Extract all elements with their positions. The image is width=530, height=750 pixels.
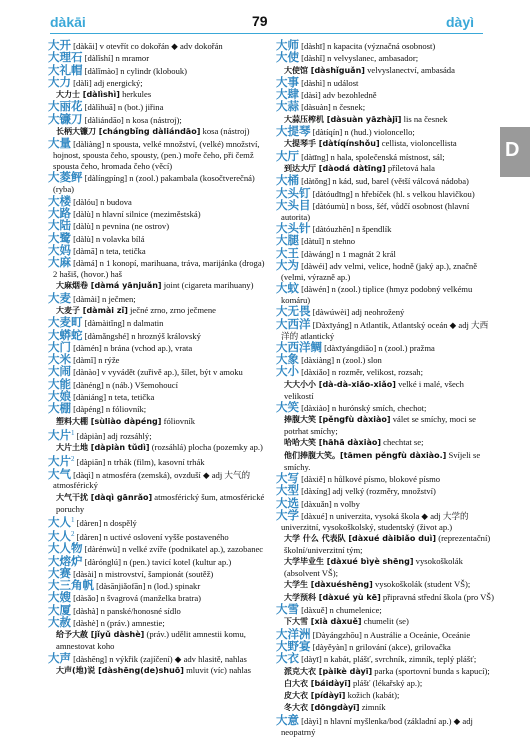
entry-definition: [dàlì] adj energický; (73, 77, 143, 88)
entry-definition: Svíjeli se smíchy. (284, 449, 481, 472)
entry-headword: 大片 (48, 427, 71, 442)
dictionary-entry (276, 399, 494, 414)
dictionary-entry (48, 354, 266, 366)
dictionary-subentry (276, 379, 494, 402)
entry-definition: [dàlù] n hlavní silnice (meziměstská) (73, 208, 201, 219)
entry-definition: [dàlíngpíng] n (zool.) pakambala (kosočtverečná) (ryba) (53, 173, 255, 195)
dictionary-subentry (276, 579, 494, 591)
dictionary-subentry (276, 556, 494, 579)
entry-headword: 大理石 (48, 50, 83, 65)
dictionary-entry (48, 592, 266, 604)
dictionary-entry (48, 205, 266, 220)
dictionary-entry (276, 257, 494, 283)
entry-definition: [dàxuǎn] n volby (301, 498, 360, 509)
entry-headword: 大镰刀 (48, 111, 83, 126)
subentry-phrase: 冬大衣 [dōngdàyī] (284, 703, 360, 713)
entry-headword: 大量 (48, 136, 71, 151)
header-rule (50, 33, 483, 34)
left-column (48, 40, 266, 677)
entry-definition: [dàlù] n pevnina (ne ostrov) (73, 221, 170, 232)
entry-headword: 大赦 (48, 615, 71, 630)
dictionary-subentry (276, 163, 494, 175)
dictionary-subentry (276, 690, 494, 702)
entry-headword: 大人 (48, 514, 71, 529)
entry-headword: 大衣 (276, 651, 299, 666)
subentry-phrase: 到达大厅 [dàodá dàtīng] (284, 163, 386, 173)
entry-definition: [dàshè] n (práv.) amnestie; (73, 618, 165, 629)
entry-definition: [dàshà] n panské/honosné sídlo (73, 605, 181, 616)
entry-definition: velvyslanectví, ambasáda (367, 64, 455, 75)
entry-definition: joint (cigareta marihuany) (163, 280, 254, 291)
dictionary-entry (48, 366, 266, 378)
subentry-phrase: 白大衣 [báidàyī] (284, 678, 351, 688)
dictionary-subentry (276, 437, 494, 449)
entry-definition: [dàlǐmào] n cylindr (klobouk) (84, 65, 188, 76)
entry-definition: [dàrénwù] n velké zvíře (podnikatel ap.), zazobanec (84, 544, 264, 555)
entry-headword: 大声 (48, 650, 71, 665)
entry-definition: [dàxué] n univerzita, vysoká škola ◆ adj 大学的 univerzitní, vysokoškolský, studentský (život ap.) (281, 510, 469, 532)
dictionary-entry (276, 507, 494, 533)
entry-headword: 大师 (276, 38, 299, 52)
entry-definition: [dàtīng] n hala, společenská místnost, sál; (301, 151, 445, 162)
dictionary-entry (48, 242, 266, 257)
entry-headword: 大学 (276, 507, 299, 522)
dictionary-subentry (276, 666, 494, 678)
dictionary-subentry (276, 533, 494, 556)
entry-headword: 大力 (48, 74, 71, 89)
entry-headword: 大片 (48, 454, 71, 469)
subentry-phrase: 他们捧腹大笑。[tāmen pěngfù dàxiào.] (284, 450, 447, 460)
dictionary-entry (48, 62, 266, 77)
entry-headword: 大写 (276, 470, 299, 485)
entry-definition: [dàmǎngshé] n hroznýš královský (84, 330, 201, 341)
entry-headword: 大棚 (48, 401, 71, 416)
dictionary-subentry (48, 492, 266, 515)
dictionary-entry (48, 580, 266, 592)
entry-headword: 大选 (276, 495, 299, 510)
entry-definition: parka (sportovní bunda s kapucí); (374, 665, 490, 676)
entry-definition: [dàshī] n kapacita (význačná osobnost) (301, 41, 436, 51)
entry-headword: 大闹 (48, 364, 71, 379)
dictionary-subentry (276, 702, 494, 714)
entry-definition: [dàshēng] n výkřik (zajíčení) ◆ adv hlasitě, nahlas (73, 653, 247, 664)
entry-headword: 大开 (48, 38, 71, 52)
subentry-phrase: 塑料大棚 [sùliào dàpéng] (56, 416, 162, 426)
dictionary-entry (48, 428, 266, 442)
entry-definition: [dàqì] n atmosféra (zemská), ovzduší ◆ adj 大气的 atmosférický (53, 469, 251, 491)
dictionary-entry (48, 327, 266, 342)
entry-definition: [dàniáng] n teta, tetička (73, 392, 155, 403)
dictionary-entry (276, 495, 494, 510)
subentry-phrase: 大提琴手 [dàtíqínshǒu] (284, 139, 380, 149)
entry-definition: herkules (122, 89, 152, 100)
entry-definition: [Dàyángzhōu] n Austrálie a Oceánie, Oceánie (312, 629, 471, 640)
letter-tab[interactable] (500, 127, 530, 177)
entry-headword: 大象 (276, 352, 299, 367)
entry-definition: chechtat se; (383, 437, 424, 448)
entry-definition: fóliovník (163, 415, 196, 426)
entry-definition: [dàmá] n 1 konopí, marihuana, tráva, marijánka (droga) 2 hašiš, (hovor.) haš (53, 258, 265, 280)
entry-definition: (reprezentační) školní/univerzitní tým; (284, 533, 491, 555)
dictionary-entry (48, 650, 266, 665)
subentry-phrase: 大麦子 [dàmài zǐ] (56, 305, 128, 315)
dictionary-subentry (48, 416, 266, 428)
entry-headword: 大菱鲆 (48, 170, 83, 185)
entry-definition: [dàxuě] n chumelenice; (301, 605, 382, 616)
entry-definition: [dàyěyàn] n grilování (akce), grilovačka (312, 641, 451, 652)
entry-definition: [dàwáng] n 1 magnát 2 král (301, 248, 396, 259)
dictionary-subentry (48, 442, 266, 454)
guide-word-left: dàkāi (50, 14, 86, 30)
entry-headword: 大蟒蛇 (48, 327, 83, 342)
entry-definition: velké i malé, všech velikostí (284, 378, 464, 401)
entry-definition: [dàtóudīng] n hřebíček (hl. s velkou hlavičkou) (312, 188, 475, 199)
dictionary-entry (48, 74, 266, 89)
dictionary-entry (48, 172, 266, 195)
entry-definition: [dàsuàn] n česnek; (301, 102, 366, 113)
entry-definition: [dàpéng] n fóliovník; (73, 404, 147, 415)
entry-headword: 大王 (276, 245, 299, 260)
dictionary-entry (48, 376, 266, 391)
entry-definition: [dàsǎo] n švagrová (manželka bratra) (73, 593, 202, 604)
entry-headword: 大小 (276, 364, 299, 379)
entry-headword: 大为 (276, 257, 299, 272)
entry-headword: 大肆 (276, 87, 299, 102)
entry-headword: 大笑 (276, 399, 299, 414)
dictionary-entry (48, 617, 266, 629)
entry-headword: 大厦 (48, 602, 71, 617)
entry-definition: [dàwéi] adv velmi, velice, hodně (jaký ap.), značně (velmi, výrazně ap.) (281, 260, 478, 282)
entry-definition: [dàlù] n volavka bílá (73, 233, 145, 244)
entry-headword: 大人 (48, 528, 71, 543)
subentry-phrase: 给予大赦 [jǐyǔ dàshè] (56, 630, 145, 640)
subentry-phrase: 大麻烟卷 [dàmá yānjuǎn] (56, 281, 162, 291)
entry-headword: 大意 (276, 712, 299, 727)
entry-definition: mluvit (víc) nahlas (186, 664, 252, 675)
subentry-phrase: 派克大衣 [pàikè dàyī] (284, 666, 373, 676)
entry-definition: [dàmài] n ječmen; (73, 293, 136, 304)
dictionary-entry (48, 454, 266, 468)
entry-definition: [dàwén] n (zool.) tiplice (hmyz podobný velkému komáru) (281, 284, 473, 306)
entry-headword: 大厅 (276, 148, 299, 163)
entry-definition: [dàliàng] n spousta, velké množství, (velké) množství, hojnost, spousta čeho, spousty, (pen.) moře čeho, při čemž spousta čeho, hromada čeho (věcí) (53, 139, 260, 172)
entry-definition: [dàtǒng] n kád, sud, barel (větší válcová nádoba) (301, 176, 469, 187)
entry-definition: kožich (kabát); (347, 690, 400, 701)
dictionary-entry (48, 230, 266, 245)
entry-headword: 大楼 (48, 193, 71, 208)
letter-tab-label: D (505, 139, 520, 161)
entry-headword: 大型 (276, 483, 299, 498)
entry-definition: [dàshì] n událost (301, 77, 359, 88)
entry-definition: [dàxiǎo] n rozměr, velikost, rozsah; (301, 367, 423, 378)
dictionary-entry (48, 339, 266, 354)
entry-headword: 大西洋 (276, 316, 311, 331)
dictionary-subentry (276, 678, 494, 690)
dictionary-entry (48, 403, 266, 415)
dictionary-subentry (276, 592, 494, 604)
subentry-phrase: 大学生 [dàxuéshēng] (284, 580, 373, 590)
entry-definition: zimník (361, 702, 386, 713)
entry-definition: [dàlóu] n budova (73, 196, 132, 207)
entry-definition: [dàtíqín] n (hud.) violoncello; (312, 127, 415, 138)
dictionary-entry (48, 220, 266, 232)
homonym-number: 1 (71, 515, 75, 524)
dictionary-entry (276, 470, 494, 485)
entry-definition: lis na česnek (403, 113, 448, 124)
dictionary-subentry (48, 629, 266, 652)
dictionary-entry (276, 316, 494, 342)
dictionary-entry (276, 283, 494, 306)
dictionary-subentry (276, 450, 494, 473)
subentry-phrase: 大气干扰 [dàqì gānrǎo] (56, 492, 153, 502)
homonym-number: 2 (71, 455, 75, 464)
entry-definition: [dàtóuzhēn] n špendlík (312, 224, 392, 235)
subentry-phrase: 下大雪 [xià dàxuě] (284, 617, 362, 627)
entry-definition: [dàpiān] n trhák (film), kasovní trhák (76, 457, 205, 468)
entry-definition: [dàmàitǐng] n dalmatin (84, 318, 164, 329)
dictionary-entry (276, 89, 494, 101)
entry-headword: 大蚊 (276, 281, 299, 296)
subentry-phrase: 大使馆 [dàshǐguǎn] (284, 65, 365, 75)
entry-definition: [dàlìhuā] n (bot.) jiřina (84, 102, 164, 113)
subentry-phrase: 大学 什么 代表队 [dàxué dàibiǎo duì] (284, 534, 437, 544)
entry-definition: [dàxīyángdiāo] n (zool.) pražma (324, 342, 435, 353)
dictionary-entry (48, 111, 266, 126)
subentry-phrase: 大学毕业生 [dàxué bìyè shēng] (284, 557, 414, 567)
entry-definition: připravná střední škola (pro VŠ) (382, 591, 494, 602)
dictionary-entry (48, 290, 266, 305)
entry-definition: ječné zrno, zrno ječmene (130, 304, 216, 315)
dictionary-entry (276, 197, 494, 223)
entry-headword: 大赛 (48, 565, 71, 580)
dictionary-entry (276, 235, 494, 247)
entry-definition: [dàren] n dospělý (76, 517, 137, 528)
entry-headword: 大门 (48, 339, 71, 354)
subentry-phrase: 哈哈大笑 [hāhā dàxiào] (284, 438, 381, 448)
entry-headword: 大礼帽 (48, 62, 83, 77)
entry-definition: [dàlǐshí] n mramor (84, 53, 150, 64)
subentry-phrase: 大蒜压榨机 [dàsuàn yāzhàjī] (284, 114, 402, 124)
dictionary-entry (48, 466, 266, 492)
entry-definition: chumelit (se) (363, 616, 409, 627)
dictionary-entry (276, 638, 494, 653)
entry-definition: [dàxíng] adj velký (rozměry, množství) (301, 486, 436, 497)
subentry-phrase: 大学预科 [dàxué yù kē] (284, 592, 381, 602)
homonym-number: 1 (71, 428, 75, 437)
entry-definition: vysokoškolák (absolvent VŠ); (284, 556, 463, 579)
dictionary-entry (48, 257, 266, 280)
entry-definition: [dàmā] n teta, tetička (73, 245, 146, 256)
subentry-phrase: 皮大衣 [pídàyī] (284, 691, 346, 701)
dictionary-entry (276, 101, 494, 113)
entry-definition: [dàyī] n kabát, plášť, svrchník, zimník, teplý plášť; (301, 654, 477, 665)
entry-headword: 大路 (48, 205, 71, 220)
entry-headword: 大熔炉 (48, 553, 83, 568)
entry-headword: 大娘 (48, 389, 71, 404)
entry-definition: [dàliándāo] n kosa (nástroj); (84, 114, 182, 125)
entry-headword: 大头针 (276, 221, 311, 236)
entry-headword: 大蒜 (276, 99, 299, 114)
entry-definition: [dànéng] n (náb.) Všemohoucí (73, 379, 179, 390)
right-column (276, 40, 494, 738)
dictionary-entry (276, 148, 494, 163)
entry-definition: [dàxiàng] n (zool.) slon (301, 355, 382, 366)
entry-headword: 大鹭 (48, 230, 71, 245)
entry-definition: (práv.) udělit amnestii komu, amnestovat koho (56, 629, 246, 652)
subentry-phrase: 大片土地 [dàpiàn tǔdì] (56, 443, 150, 453)
dictionary-subentry (276, 65, 494, 77)
entry-definition: [dànào] v vyvádět (zuřivě ap.), šílet, být v amoku (73, 367, 243, 378)
entry-definition: (rozsáhlá) plocha (pozemky ap.) (151, 442, 263, 453)
entry-headword: 大提琴 (276, 124, 311, 139)
entry-definition: [Dàxīyáng] n Atlantik, Atlantský oceán ◆ adj 大西洋的 atlantický (281, 319, 489, 341)
dictionary-entry (48, 553, 266, 568)
entry-definition: [dàtuǐ] n stehno (301, 236, 356, 247)
entry-definition: [dàwúwèi] adj neohrožený (312, 307, 405, 318)
entry-headword: 大麻 (48, 255, 71, 270)
entry-headword: 大气 (48, 466, 71, 481)
dictionary-entry (48, 138, 266, 172)
dictionary-subentry (48, 126, 266, 138)
entry-headword: 大麦町 (48, 315, 83, 330)
entry-definition: [dàkāi] v otevřít co dokořán ◆ adv dokořán (73, 41, 223, 51)
entry-headword: 大桶 (276, 173, 299, 188)
dictionary-entry (276, 245, 494, 260)
entry-headword: 大米 (48, 352, 71, 367)
entry-definition: [dàpiàn] adj rozsáhlý; (76, 430, 152, 441)
entry-definition: [dàsì] adv bezohledně (301, 90, 377, 101)
entry-definition: [dàren] n uctivé oslovení vyšše postaveného (76, 531, 229, 542)
entry-definition: [dàróng​lú] n (pen.) tavicí kotel (kultur ap.) (84, 556, 232, 567)
entry-definition: cellista, violoncellista (381, 138, 457, 149)
dictionary-entry (276, 339, 494, 354)
dictionary-entry (48, 391, 266, 403)
entry-headword: 大头钉 (276, 185, 311, 200)
entry-headword: 大能 (48, 376, 71, 391)
entry-definition: vysokoškolák (student VŠ); (374, 579, 471, 590)
dictionary-entry (48, 602, 266, 617)
subentry-phrase: 大力士 [dàlìshì] (56, 90, 120, 100)
entry-definition: plášť (lékařský ap.); (352, 677, 423, 688)
entry-headword: 大使 (276, 50, 299, 65)
entry-definition: [dàyì] n hlavní myšlenka/bod (základní ap.) ◆ adj neopatrný (281, 715, 473, 737)
entry-definition: [dàshǐ] n velvyslanec, ambasador; (301, 53, 419, 64)
entry-headword: 大雪 (276, 602, 299, 617)
entry-definition: [dàmén] n brána (vchod ap.), vrata (73, 342, 193, 353)
dictionary-subentry (48, 280, 266, 292)
dictionary-entry (276, 223, 494, 235)
entry-definition: [dàxiào] n hurónský smích, chechot; (301, 402, 427, 413)
dictionary-entry (276, 485, 494, 497)
dictionary-entry (276, 712, 494, 738)
entry-headword: 大人物 (48, 541, 83, 556)
subentry-phrase: 大大小小 [dà-dà-xiǎo-xiǎo] (284, 379, 396, 389)
entry-headword: 大无畏 (276, 304, 311, 319)
homonym-number: 2 (71, 530, 75, 539)
dictionary-subentry (276, 138, 494, 150)
entry-headword: 大丽花 (48, 99, 83, 114)
entry-definition: kosa (nástroj) (202, 126, 250, 137)
page-header (0, 12, 530, 32)
dictionary-subentry (276, 414, 494, 437)
dictionary-entry (276, 74, 494, 89)
entry-headword: 大三角帆 (48, 578, 94, 593)
entry-definition: příletová hala (387, 162, 435, 173)
entry-definition: atmosférický šum, atmosférické poruchy (56, 491, 265, 514)
entry-definition: [dàmǐ] n rýže (73, 355, 120, 366)
entry-headword: 大腿 (276, 233, 299, 248)
dictionary-entry (276, 52, 494, 64)
guide-word-right: dàyì (446, 14, 475, 30)
dictionary-entry (48, 515, 266, 529)
dictionary-entry (276, 653, 494, 665)
dictionary-entry (276, 604, 494, 616)
subentry-phrase: 长柄大镰刀 [chángbǐng dàliándāo] (56, 127, 201, 137)
entry-headword: 大头目 (276, 197, 311, 212)
entry-definition: [dàsài] n mistrovství, šampionát (soutěž) (73, 568, 214, 579)
dictionary-entry (276, 126, 494, 138)
entry-headword: 大西洋鲷 (276, 339, 322, 354)
subentry-phrase: 大声(地)说 [dàshēng(de)shuō] (56, 665, 184, 675)
dictionary-entry (276, 366, 494, 378)
entry-definition: válet se smíchy, moci se potrhat smíchy; (284, 414, 476, 437)
entry-headword: 大妈 (48, 242, 71, 257)
dictionary-subentry (48, 665, 266, 677)
entry-definition: [dàsānjiǎofān] n (lod.) spinakr (96, 581, 201, 592)
dictionary-entry (276, 40, 494, 52)
entry-headword: 大麦 (48, 290, 71, 305)
entry-definition: [dàxiě] n hůlkové písmo, blokové písmo (301, 473, 441, 484)
entry-headword: 大事 (276, 74, 299, 89)
entry-headword: 大嫂 (48, 590, 71, 605)
entry-headword: 大陆 (48, 218, 71, 233)
dictionary-entry (48, 193, 266, 208)
entry-headword: 大洋洲 (276, 626, 311, 641)
entry-headword: 大野宴 (276, 638, 311, 653)
subentry-phrase: 捧腹大笑 [pěngfù dàxiào] (284, 415, 391, 425)
page-number: 79 (252, 13, 268, 29)
entry-definition: [dàtóumù] n boss, šéf, vůdčí osobnost (hlavní autorita) (281, 200, 470, 222)
dictionary-entry (276, 354, 494, 366)
